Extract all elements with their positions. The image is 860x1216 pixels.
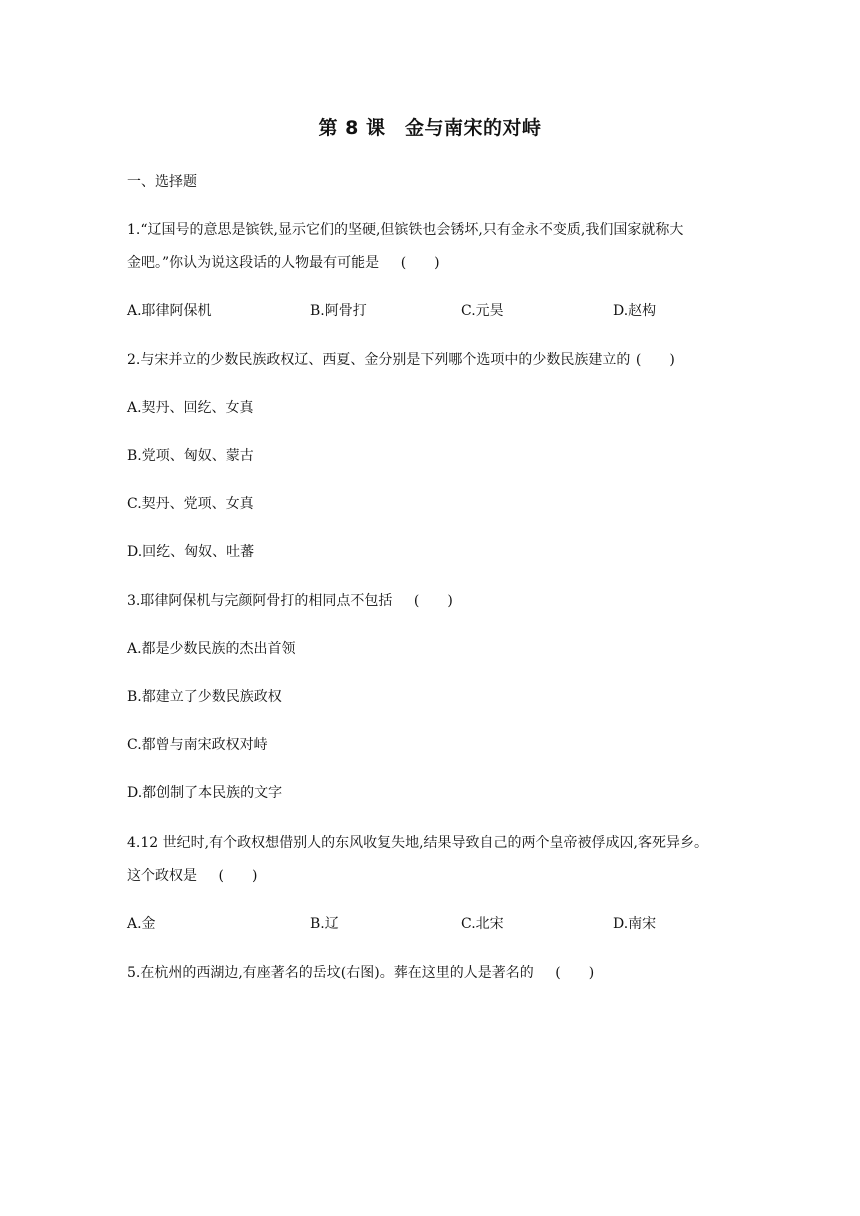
option-a: A.金 (127, 916, 156, 932)
question-3-stem (127, 591, 456, 611)
question-2-option-c: C.契丹、党项、女真 (127, 496, 254, 512)
question-1-line-2 (127, 253, 443, 273)
question-4-options (127, 914, 747, 934)
option-c: C.元昊 (461, 303, 504, 319)
question-2-option-a: A.契丹、回纥、女真 (127, 400, 254, 416)
question-3-option-a: A.都是少数民族的杰出首领 (127, 641, 296, 657)
question-4-line-2 (127, 866, 261, 886)
question-5-stem (127, 963, 598, 983)
page-title: 第 8 课 金与南宋的对峙 (318, 117, 542, 139)
question-1-line-1: 1.“辽国号的意思是镔铁,显示它们的坚硬,但镔铁也会锈坏,只有金永不变质,我们国家就称大 (127, 222, 684, 238)
question-4-text: 这个政权是 (127, 868, 197, 884)
option-d: D.赵构 (613, 303, 657, 319)
question-2-option-d: D.回纥、匈奴、吐蕃 (127, 544, 255, 560)
option-b: B.辽 (310, 916, 339, 932)
option-b: B.阿骨打 (310, 303, 367, 319)
question-2-option-b: B.党项、匈奴、蒙古 (127, 448, 254, 464)
question-1-options (127, 301, 747, 321)
answer-blank: ( ) (400, 255, 440, 271)
answer-blank: ( ) (413, 593, 453, 609)
question-1-text: 金吧。”你认为说这段话的人物最有可能是 (127, 255, 380, 271)
option-c: C.北宋 (461, 916, 504, 932)
question-3-text: 3.耶律阿保机与完颜阿骨打的相同点不包括 (127, 593, 393, 609)
answer-blank: ( ) (218, 868, 258, 884)
question-3-option-d: D.都创制了本民族的文字 (127, 785, 283, 801)
answer-blank: ( ) (635, 352, 675, 368)
section-heading: 一、选择题 (127, 174, 197, 190)
question-2-text: 2.与宋并立的少数民族政权辽、西夏、金分别是下列哪个选项中的少数民族建立的 (127, 352, 631, 368)
option-d: D.南宋 (613, 916, 657, 932)
question-5-text: 5.在杭州的西湖边,有座著名的岳坟(右图)。葬在这里的人是著名的 (127, 965, 534, 981)
question-3-option-b: B.都建立了少数民族政权 (127, 689, 282, 705)
option-a: A.耶律阿保机 (127, 303, 212, 319)
question-3-option-c: C.都曾与南宋政权对峙 (127, 737, 268, 753)
answer-blank: ( ) (555, 965, 595, 981)
question-4-line-1: 4.12 世纪时,有个政权想借别人的东风收复失地,结果导致自己的两个皇帝被俘成囚,客死异乡。 (127, 835, 708, 851)
question-2-stem (127, 350, 678, 370)
